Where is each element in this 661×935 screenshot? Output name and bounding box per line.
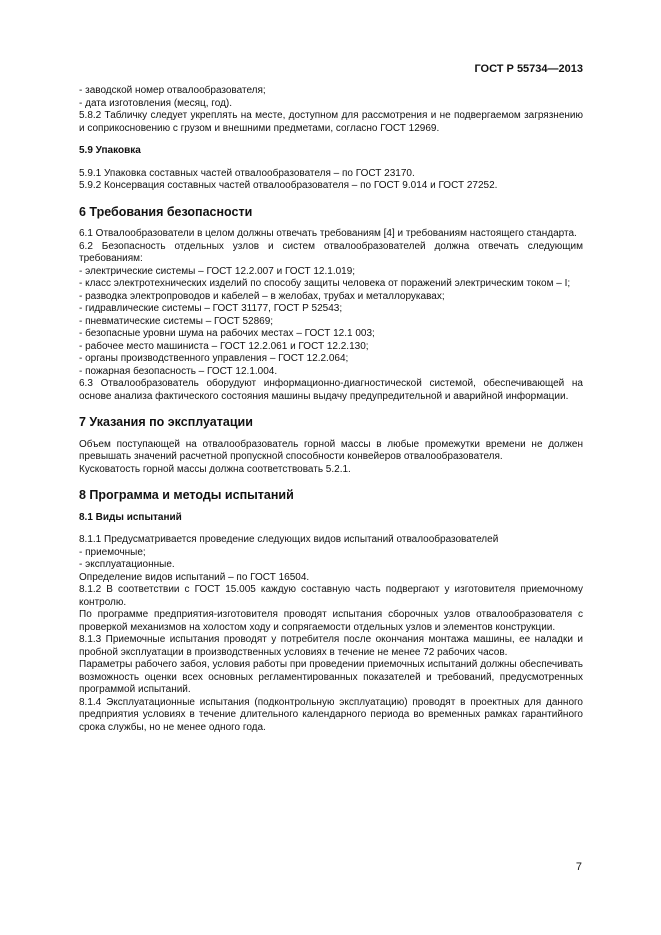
- paragraph: 8.1.3 Приемочные испытания проводят у потребителя после окончания монтажа машины, ее наладки и пробной эксплуатации в производственных условиях в течение не менее 72 рабочих часов.: [79, 634, 583, 658]
- paragraph: Определение видов испытаний – по ГОСТ 16504.: [79, 571, 310, 583]
- list-item: - рабочее место машиниста – ГОСТ 12.2.061 и ГОСТ 12.2.130;: [79, 340, 369, 352]
- list-item: - дата изготовления (месяц, год).: [79, 97, 233, 109]
- document-code-header: ГОСТ Р 55734—2013: [474, 63, 583, 75]
- subsection-heading: 8.1 Виды испытаний: [79, 511, 182, 523]
- paragraph: Объем поступающей на отвалообразователь горной массы в любые промежутки времени не должен превышать значений расчетной пропускной способности конвейеров отвалообразователя.: [79, 438, 583, 462]
- list-item: - эксплуатационные.: [79, 559, 175, 570]
- subsection-heading: 5.9 Упаковка: [79, 145, 141, 156]
- section-heading: 8 Программа и методы испытаний: [79, 488, 294, 502]
- paragraph: По программе предприятия-изготовителя проводят испытания сборочных узлов отвалообразователя с проверкой механизмов на холостом ходу и сопрягаемости отдельных узлов и элементов конструкции.: [79, 609, 583, 633]
- paragraph: 6.3 Отвалообразователь оборудуют информационно-диагностической системой, обеспечивающей на основе анализа фактического состояния машины выдачу предупредительной и аварийной информации.: [79, 378, 583, 402]
- list-item: - гидравлические системы – ГОСТ 31177, ГОСТ Р 52543;: [79, 303, 343, 314]
- paragraph: 8.1.4 Эксплуатационные испытания (подконтрольную эксплуатацию) проводят в проектных для данного предприятия условиях в течение длительного календарного периода во временных рамках гарантийного срока службы, но не менее одного года.: [79, 696, 583, 733]
- list-item: - приемочные;: [79, 546, 146, 558]
- list-item: - органы производственного управления – ГОСТ 12.2.064;: [79, 353, 349, 364]
- paragraph: 6.2 Безопасность отдельных узлов и систем отвалообразователей должна отвечать следующим требованиям:: [79, 240, 583, 264]
- list-item: - пневматические системы – ГОСТ 52869;: [79, 315, 274, 327]
- list-item: - электрические системы – ГОСТ 12.2.007 и ГОСТ 12.1.019;: [79, 265, 356, 277]
- list-item: - пожарная безопасность – ГОСТ 12.1.004.: [79, 365, 278, 377]
- section-heading: 6 Требования безопасности: [79, 204, 253, 219]
- list-item: - класс электротехнических изделий по способу защиты человека от поражений электрическим током – I;: [79, 278, 571, 289]
- section-heading: 7 Указания по эксплуатации: [79, 415, 253, 429]
- list-item: - разводка электропроводов и кабелей – в желобах, трубах и металлорукавах;: [79, 290, 445, 302]
- paragraph: Параметры рабочего забоя, условия работы при проведении приемочных испытаний должны обеспечивать возможность оценки всех основных регламентированных показателей и требований, предусмотренных программой испытаний.: [79, 659, 583, 695]
- paragraph: 8.1.2 В соответствии с ГОСТ 15.005 каждую составную часть подвергают у изготовителя приемочному контролю.: [79, 584, 583, 608]
- paragraph: 5.9.2 Консервация составных частей отвалообразователя – по ГОСТ 9.014 и ГОСТ 27252.: [79, 180, 498, 191]
- paragraph: 5.8.2 Табличку следует укреплять на месте, доступном для рассмотрения и не подвергаемом загрязнению и соприкосновению с грузом и внешними предметами, согласно ГОСТ 12969.: [79, 110, 583, 134]
- list-item: - безопасные уровни шума на рабочих местах – ГОСТ 12.1 003;: [79, 328, 375, 339]
- paragraph: 5.9.1 Упаковка составных частей отвалообразователя – по ГОСТ 23170.: [79, 167, 415, 179]
- paragraph: Кусковатость горной массы должна соответствовать 5.2.1.: [79, 463, 351, 475]
- document-body: [79, 85, 583, 734]
- page-number: 7: [575, 861, 582, 873]
- paragraph: 8.1.1 Предусматривается проведение следующих видов испытаний отвалообразователей: [79, 534, 499, 545]
- paragraph: 6.1 Отвалообразователи в целом должны отвечать требованиям [4] и требованиям настоящего стандарта.: [79, 228, 577, 239]
- list-item: - заводской номер отвалообразователя;: [79, 85, 266, 96]
